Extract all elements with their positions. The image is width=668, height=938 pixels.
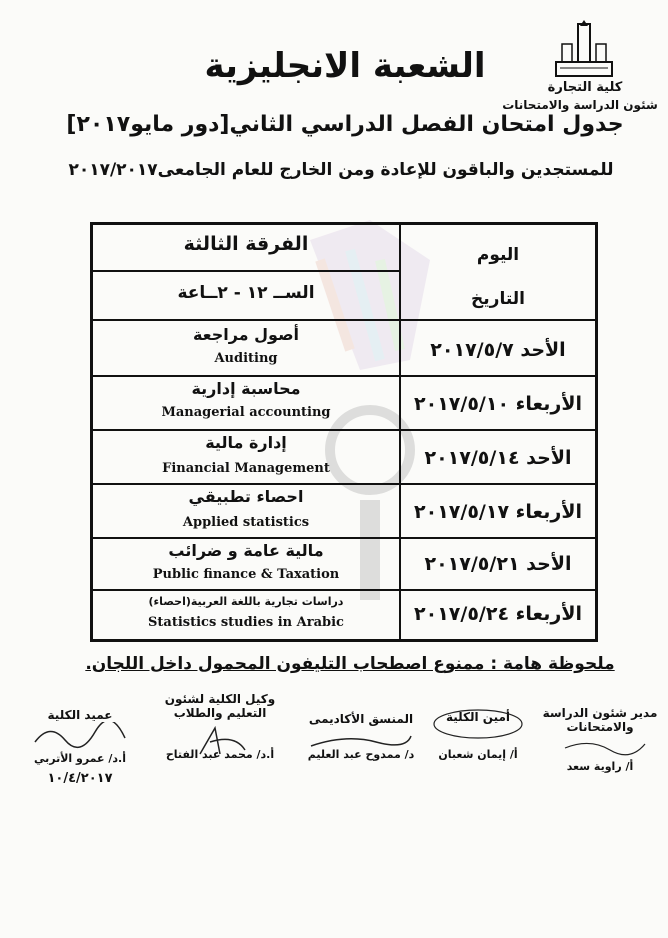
handwritten-signature <box>190 724 250 760</box>
signature-coordinator <box>296 712 426 761</box>
signature-name: أ/ إيمان شعبان <box>438 748 518 761</box>
exam-date: الأربعاء ٢٠١٧/٥/١٧ <box>414 501 582 523</box>
signature-name: أ/ راوية سعد <box>566 760 634 773</box>
signature-name: د/ ممدوح عبد العليم <box>307 748 415 761</box>
exam-title: جدول امتحان الفصل الدراسي الثاني[دور مايو٢٠١٧] <box>66 112 624 137</box>
signature-name: أ.د/ محمد عبد الفتاح <box>165 748 275 761</box>
signature-title: المنسق الأكاديمى <box>308 712 414 726</box>
exam-date: الأحد ٢٠١٧/٥/٧ <box>430 339 566 361</box>
signature-dean <box>20 708 140 786</box>
exam-date: الأربعاء ٢٠١٧/٥/٢٤ <box>414 603 582 625</box>
signature-title: أمين الكلية <box>445 710 511 724</box>
division-title: الشعبة الانجليزية <box>204 46 486 86</box>
subject-english: Financial Management <box>162 461 330 476</box>
subject-english: Applied statistics <box>182 515 310 530</box>
level-header: الفرقة الثالثة <box>183 233 309 255</box>
subject-arabic: أصول مراجعة <box>192 325 300 344</box>
subject-arabic: محاسبة إدارية <box>191 379 301 398</box>
date-header: التاريخ <box>471 289 525 309</box>
handwritten-date: ١٠/٤/٢٠١٧ <box>47 771 113 786</box>
signature-secretary <box>428 710 528 761</box>
subject-english: Statistics studies in Arabic <box>148 615 344 630</box>
exam-subtitle: للمستجدين والباقون للإعادة ومن الخارج للعام الجامعى٢٠١٧/٢٠١٧ <box>68 160 614 180</box>
subject-english: Auditing <box>214 351 278 366</box>
college-name: كلية التجارة <box>547 80 623 95</box>
time-header: الســ ١٢ - ٢ــاعة <box>177 283 315 303</box>
university-logo <box>548 18 620 84</box>
exam-date: الأربعاء ٢٠١٧/٥/١٠ <box>414 393 582 415</box>
handwritten-signature <box>30 722 130 752</box>
exam-date: الأحد ٢٠١٧/٥/١٤ <box>424 447 572 469</box>
day-header: اليوم <box>476 245 520 265</box>
exam-schedule-table <box>90 222 598 642</box>
signature-title: وكيل الكلية لشئون التعليم والطلاب <box>164 692 276 720</box>
handwritten-signature <box>306 730 416 752</box>
subject-arabic: مالية عامة و ضرائب <box>168 541 324 560</box>
handwritten-signature <box>560 736 650 756</box>
subject-english: Public finance & Taxation <box>152 567 340 582</box>
signature-affairs-director <box>540 706 660 773</box>
important-note: ملحوظة هامة : ممنوع اصطحاب التليفون المحمول داخل اللجان. <box>85 654 615 674</box>
subject-english: Managerial accounting <box>161 405 331 420</box>
subject-arabic: إدارة مالية <box>205 433 287 452</box>
signature-name: أ.د/ عمرو الأتربي <box>33 752 127 765</box>
signature-vice-dean <box>150 692 290 761</box>
handwritten-signature <box>428 704 528 744</box>
subject-arabic: دراسات تجارية باللغة العربية(احصاء) <box>148 595 344 608</box>
signature-title: مدير شئون الدراسة والامتحانات <box>542 706 658 734</box>
subject-arabic: احصاء تطبيقي <box>188 487 304 506</box>
signature-title: عميد الكلية <box>47 708 113 722</box>
exam-date: الأحد ٢٠١٧/٥/٢١ <box>424 553 572 575</box>
affairs-department: شئون الدراسة والامتحانات <box>502 98 658 112</box>
